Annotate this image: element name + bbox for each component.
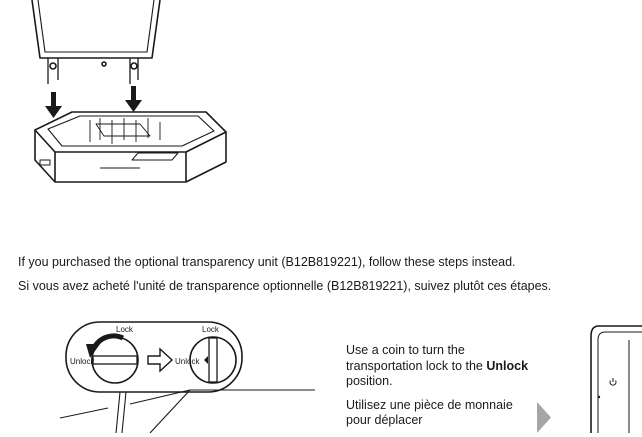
left-dial-unlock-label: Unlock <box>70 357 95 366</box>
down-arrow-icon <box>125 86 142 112</box>
step-instructions <box>346 343 531 437</box>
step-english <box>346 343 531 390</box>
next-step-arrow-icon <box>535 402 555 433</box>
rotate-arrow-icon <box>86 336 123 358</box>
scanner-lid-illustration <box>0 0 300 200</box>
right-dial-unlock-label: Unlock <box>175 357 200 366</box>
down-arrow-icon <box>45 92 62 118</box>
right-dial-lock-label: Lock <box>202 325 219 334</box>
scanner-partial-illustration <box>585 322 642 433</box>
intro-french: Si vous avez acheté l'unité de transparence optionnelle (B12B819221), suivez plutôt ces étapes. <box>18 279 552 293</box>
step-english-text-end: position. <box>346 374 393 388</box>
step-english-bold: Unlock <box>486 358 529 373</box>
intro-english: If you purchased the optional transparency unit (B12B819221), follow these steps instead. <box>18 255 516 269</box>
step-french: Utilisez une pièce de monnaie pour déplacer <box>346 397 513 427</box>
power-icon <box>610 378 616 385</box>
left-dial-lock-label: Lock <box>116 325 133 334</box>
right-arrow-icon <box>148 349 172 371</box>
transport-lock-illustration <box>60 318 315 433</box>
step-english-text: Use a coin to turn the transportation lock to the <box>346 343 483 373</box>
